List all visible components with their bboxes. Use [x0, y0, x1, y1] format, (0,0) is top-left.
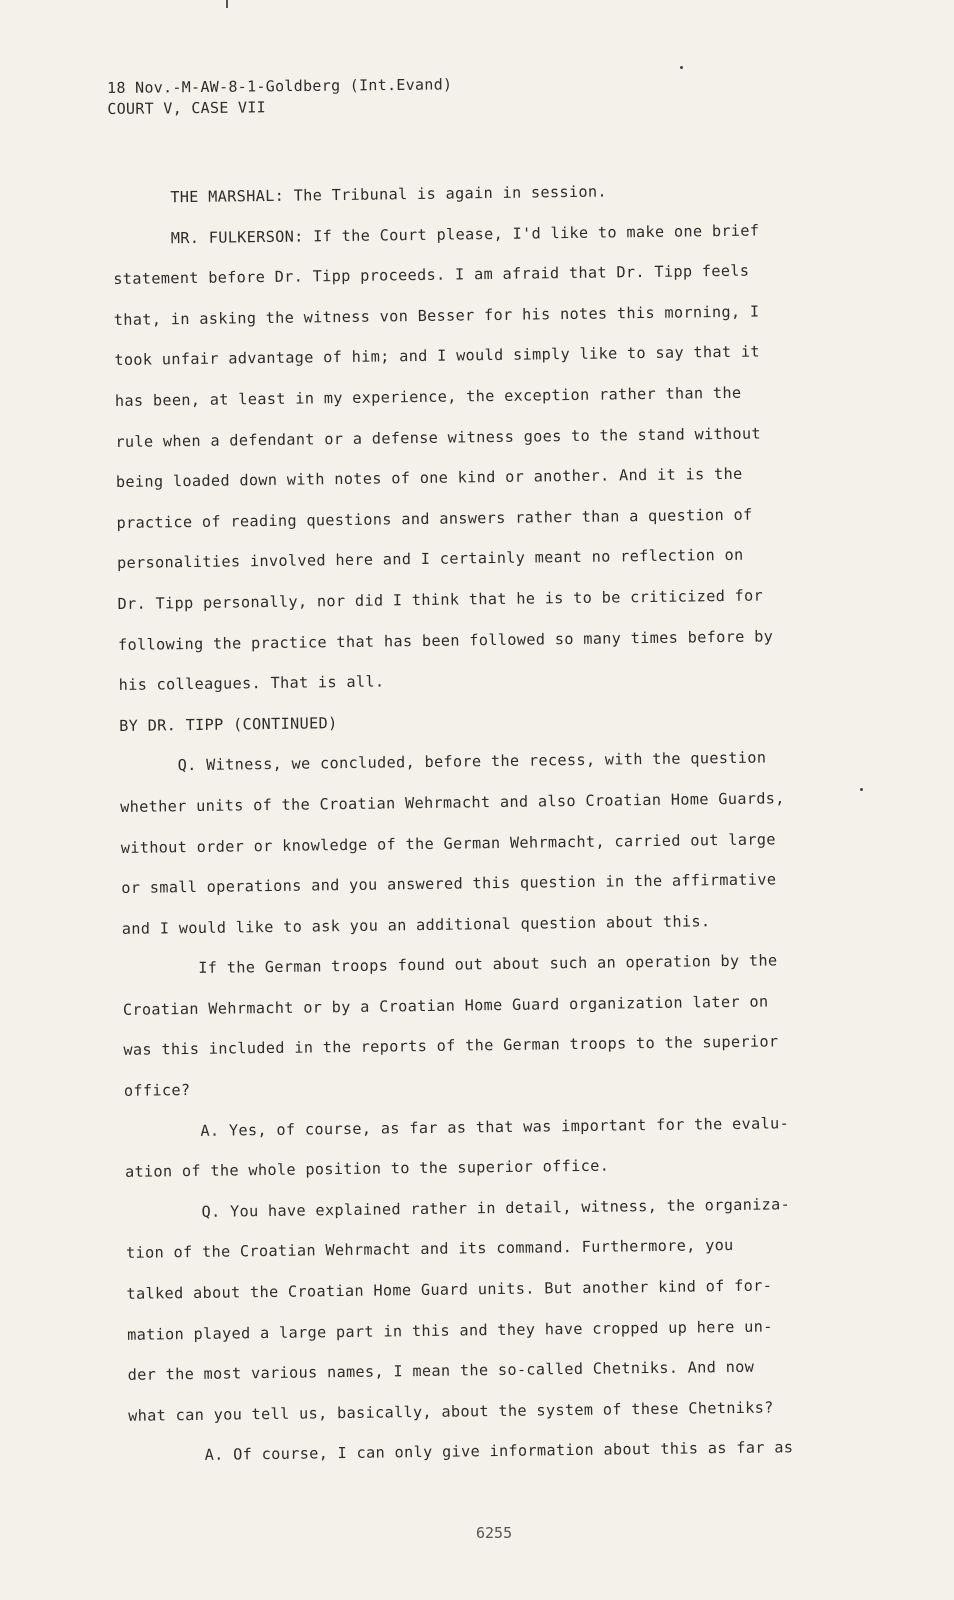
transcript-line: Q. Witness, we concluded, before the recess, with the question	[177, 748, 767, 775]
transcript-line: personalities involved here and I certainly meant no reflection on	[116, 546, 744, 573]
transcript-line: A. Of course, I can only give information about this as far as	[204, 1438, 794, 1465]
transcript-line: mation played a large part in this and they have cropped up here un-	[127, 1317, 773, 1344]
transcript-line: without order or knowledge of the German Wehrmacht, carried out large	[120, 829, 776, 857]
transcript-line: A. Yes, of course, as far as that was important for the evalu-	[200, 1113, 790, 1140]
transcript-line: tion of the Croatian Wehrmacht and its command. Furthermore, you	[125, 1236, 734, 1263]
transcript-line: following the practice that has been followed so many times before by	[117, 626, 774, 654]
transcript-line: or small operations and you answered this question in the affirmative	[121, 870, 777, 898]
transcript-line: and I would like to ask you an additional question about this.	[121, 911, 711, 938]
transcript-line: office?	[123, 1081, 191, 1100]
transcript-line: took unfair advantage of him; and I would simply like to say that it	[114, 342, 761, 370]
transcript-line: being loaded down with notes of one kind or another. And it is the	[115, 464, 743, 492]
transcript-line: THE MARSHAL: The Tribunal is again in session.	[170, 182, 608, 207]
transcript-line: BY DR. TIPP (CONTINUED)	[119, 713, 338, 735]
transcript-line: what can you tell us, basically, about the system of these Chetniks?	[128, 1398, 774, 1425]
transcript-line: ation of the whole position to the superior office.	[124, 1156, 610, 1182]
transcript-line: his colleagues. That is all.	[118, 672, 385, 695]
speck-mark	[860, 788, 863, 791]
transcript-line: Q. You have explained rather in detail, witness, the organiza-	[201, 1195, 791, 1221]
transcript-line: talked about the Croatian Home Guard units. But another kind of for-	[126, 1276, 773, 1303]
page-number: 6255	[476, 1524, 513, 1542]
transcript-line: Croatian Wehrmacht or by a Croatian Home Guard organization later on	[122, 992, 769, 1019]
header-line-case: COURT V, CASE VII	[107, 98, 267, 118]
header-line-session: 18 Nov.-M-AW-8-1-Goldberg (Int.Evand)	[107, 75, 453, 97]
transcript-line: MR. FULKERSON: If the Court please, I'd like to make one brief	[170, 221, 760, 247]
transcript-line: rule when a defendant or a defense witness goes to the stand without	[115, 424, 762, 451]
transcript-line: der the most various names, I mean the so-called Chetniks. And now	[127, 1357, 755, 1385]
transcript-line: statement before Dr. Tipp proceeds. I am afraid that Dr. Tipp feels	[113, 261, 750, 289]
punch-mark	[226, 0, 228, 8]
transcript-line: was this included in the reports of the German troops to the superior	[123, 1032, 779, 1060]
transcript-line: whether units of the Croatian Wehrmacht and also Croatian Home Guards,	[120, 789, 785, 816]
transcript-line: Dr. Tipp personally, nor did I think that he is to be criticized for	[117, 586, 764, 613]
transcript-line: has been, at least in my experience, the exception rather than the	[114, 383, 742, 410]
transcript-body	[112, 168, 859, 1476]
speck-mark	[680, 66, 683, 69]
document-header	[107, 74, 453, 120]
transcript-line: practice of reading questions and answers rather than a question of	[116, 505, 753, 532]
transcript-line: If the German troops found out about such an operation by the	[198, 951, 778, 978]
transcript-line: that, in asking the witness von Besser for his notes this morning, I	[113, 302, 760, 329]
